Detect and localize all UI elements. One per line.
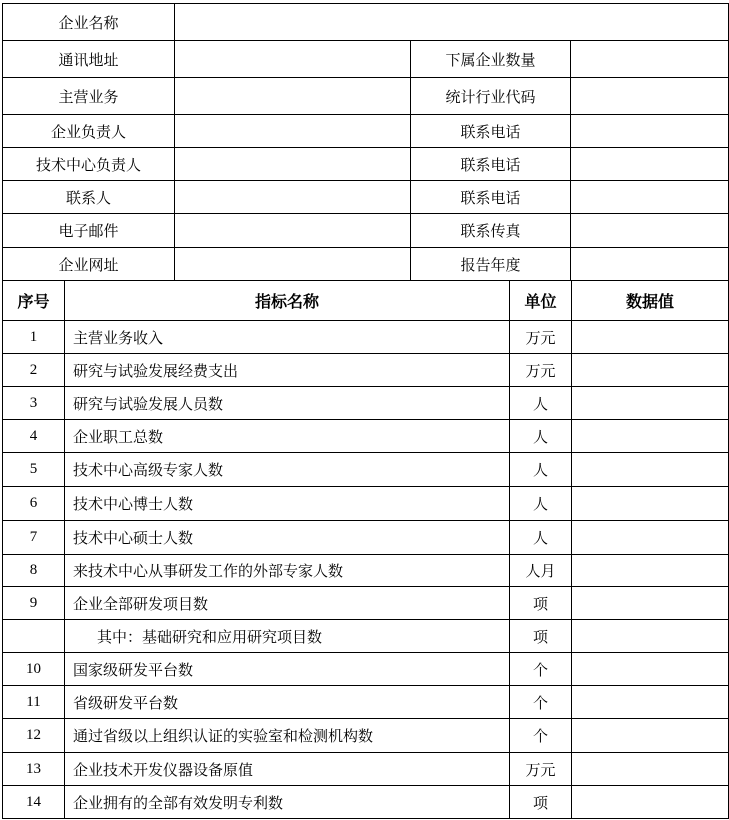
table-row	[3, 653, 729, 686]
table-row	[3, 555, 729, 587]
table-row	[3, 753, 729, 786]
row-name: 主营业务收入	[65, 321, 510, 354]
table-row	[3, 420, 729, 453]
row-name: 省级研发平台数	[65, 686, 510, 719]
row-name: 企业拥有的全部有效发明专利数	[65, 786, 510, 819]
industry-code-field[interactable]	[571, 78, 729, 115]
row-name: 企业技术开发仪器设备原值	[65, 753, 510, 786]
row-unit: 人	[510, 453, 572, 487]
row-value-field[interactable]	[572, 487, 729, 521]
fax-label: 联系传真	[411, 214, 571, 248]
tech-center-head-label: 技术中心负责人	[3, 148, 175, 181]
company-name-label: 企业名称	[3, 4, 175, 41]
row-unit: 个	[510, 686, 572, 719]
unit-header: 单位	[510, 281, 572, 321]
row-unit: 万元	[510, 354, 572, 387]
seq-header: 序号	[3, 281, 65, 321]
row-value-field[interactable]	[572, 686, 729, 719]
report-year-label: 报告年度	[411, 248, 571, 281]
row-seq: 7	[3, 521, 65, 555]
table-row	[3, 453, 729, 487]
report-form	[2, 3, 729, 819]
company-head-field[interactable]	[175, 115, 411, 148]
subsidiary-count-label: 下属企业数量	[411, 41, 571, 78]
row-value-field[interactable]	[572, 453, 729, 487]
row-seq: 11	[3, 686, 65, 719]
row-value-field[interactable]	[572, 719, 729, 753]
row-name: 技术中心高级专家人数	[65, 453, 510, 487]
contact-label: 联系人	[3, 181, 175, 214]
row-value-field[interactable]	[572, 786, 729, 819]
row-seq: 4	[3, 420, 65, 453]
phone-field[interactable]	[571, 148, 729, 181]
row-value-field[interactable]	[572, 653, 729, 686]
fax-field[interactable]	[571, 214, 729, 248]
company-info-table	[2, 3, 729, 281]
row-name: 通过省级以上组织认证的实验室和检测机构数	[65, 719, 510, 753]
row-unit: 万元	[510, 753, 572, 786]
table-row	[3, 387, 729, 420]
row-value-field[interactable]	[572, 620, 729, 653]
table-row	[3, 719, 729, 753]
row-seq: 3	[3, 387, 65, 420]
row-value-field[interactable]	[572, 521, 729, 555]
row-name: 企业全部研发项目数	[65, 587, 510, 620]
row-unit: 人	[510, 420, 572, 453]
report-year-field[interactable]	[571, 248, 729, 281]
row-seq: 1	[3, 321, 65, 354]
row-value-field[interactable]	[572, 387, 729, 420]
company-head-label: 企业负责人	[3, 115, 175, 148]
address-label: 通讯地址	[3, 41, 175, 78]
row-name: 研究与试验发展人员数	[65, 387, 510, 420]
phone-label: 联系电话	[411, 115, 571, 148]
phone-label: 联系电话	[411, 148, 571, 181]
table-row	[3, 354, 729, 387]
table-row	[3, 521, 729, 555]
website-label: 企业网址	[3, 248, 175, 281]
tech-center-head-field[interactable]	[175, 148, 411, 181]
row-seq: 5	[3, 453, 65, 487]
website-field[interactable]	[175, 248, 411, 281]
row-unit: 项	[510, 620, 572, 653]
row-unit: 万元	[510, 321, 572, 354]
row-unit: 项	[510, 587, 572, 620]
row-seq: 13	[3, 753, 65, 786]
company-name-field[interactable]	[175, 4, 729, 41]
row-value-field[interactable]	[572, 753, 729, 786]
row-name: 国家级研发平台数	[65, 653, 510, 686]
subsidiary-count-field[interactable]	[571, 41, 729, 78]
row-name: 企业职工总数	[65, 420, 510, 453]
row-value-field[interactable]	[572, 354, 729, 387]
table-row	[3, 487, 729, 521]
email-label: 电子邮件	[3, 214, 175, 248]
contact-field[interactable]	[175, 181, 411, 214]
row-unit: 人	[510, 521, 572, 555]
indicator-name-header: 指标名称	[65, 281, 510, 321]
indicator-header-row	[3, 281, 729, 321]
row-seq: 6	[3, 487, 65, 521]
row-name: 其中：基础研究和应用研究项目数	[65, 620, 510, 653]
row-unit: 个	[510, 719, 572, 753]
row-unit: 人	[510, 387, 572, 420]
row-name: 技术中心硕士人数	[65, 521, 510, 555]
table-row	[3, 321, 729, 354]
table-row	[3, 587, 729, 620]
row-name: 来技术中心从事研发工作的外部专家人数	[65, 555, 510, 587]
table-row	[3, 620, 729, 653]
row-value-field[interactable]	[572, 420, 729, 453]
row-unit: 个	[510, 653, 572, 686]
phone-field[interactable]	[571, 181, 729, 214]
email-field[interactable]	[175, 214, 411, 248]
row-name: 技术中心博士人数	[65, 487, 510, 521]
row-value-field[interactable]	[572, 555, 729, 587]
address-field[interactable]	[175, 41, 411, 78]
value-header: 数据值	[572, 281, 729, 321]
row-name: 研究与试验发展经费支出	[65, 354, 510, 387]
row-seq: 12	[3, 719, 65, 753]
row-seq: 8	[3, 555, 65, 587]
row-seq: 14	[3, 786, 65, 819]
row-seq	[3, 620, 65, 653]
main-business-field[interactable]	[175, 78, 411, 115]
indicator-table	[2, 280, 729, 819]
phone-label: 联系电话	[411, 181, 571, 214]
main-business-label: 主营业务	[3, 78, 175, 115]
row-value-field[interactable]	[572, 321, 729, 354]
row-seq: 10	[3, 653, 65, 686]
phone-field[interactable]	[571, 115, 729, 148]
industry-code-label: 统计行业代码	[411, 78, 571, 115]
row-value-field[interactable]	[572, 587, 729, 620]
table-row	[3, 686, 729, 719]
table-row	[3, 786, 729, 819]
row-unit: 项	[510, 786, 572, 819]
row-seq: 9	[3, 587, 65, 620]
row-unit: 人月	[510, 555, 572, 587]
row-seq: 2	[3, 354, 65, 387]
row-unit: 人	[510, 487, 572, 521]
